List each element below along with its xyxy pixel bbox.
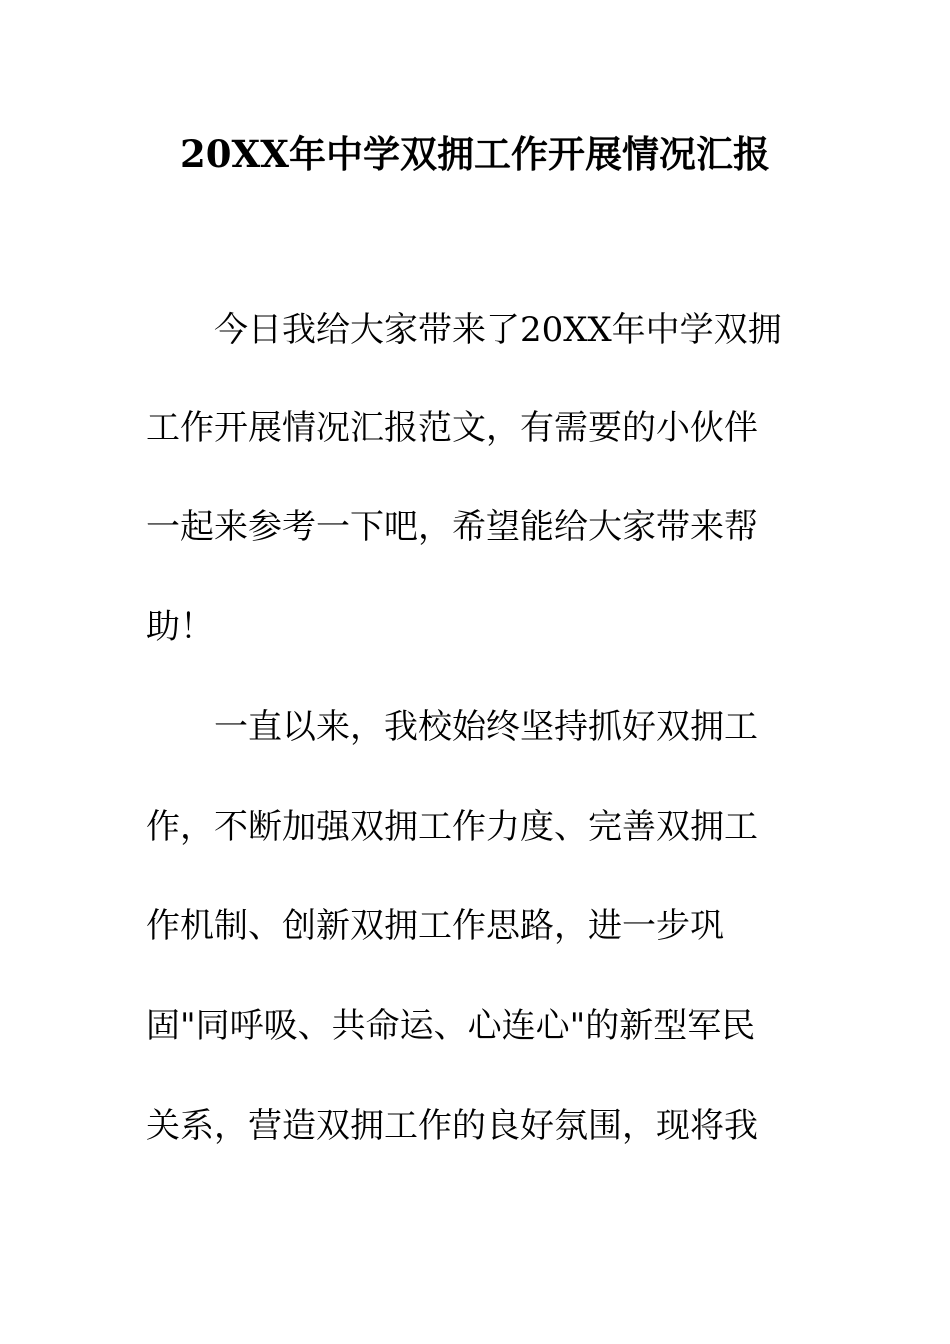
paragraph-2-line-3: 作机制、创新双拥工作思路，进一步巩	[146, 906, 724, 946]
paragraph-1-line-2: 工作开展情况汇报范文，有需要的小伙伴	[146, 408, 758, 448]
paragraph-1-line-3: 一起来参考一下吧，希望能给大家带来帮	[146, 507, 758, 547]
paragraph-2-line-1: 一直以来，我校始终坚持抓好双拥工	[214, 707, 758, 747]
paragraph-2-line-4: 固"同呼吸、共命运、心连心"的新型军民	[146, 1006, 756, 1046]
paragraph-1-line-4: 助！	[146, 607, 214, 647]
document-title: 20XX年中学双拥工作开展情况汇报	[180, 132, 770, 176]
paragraph-2-line-2: 作，不断加强双拥工作力度、完善双拥工	[146, 807, 758, 847]
paragraph-1-line-1: 今日我给大家带来了20XX年中学双拥	[214, 310, 782, 350]
paragraph-2-line-5: 关系，营造双拥工作的良好氛围，现将我	[146, 1106, 758, 1146]
